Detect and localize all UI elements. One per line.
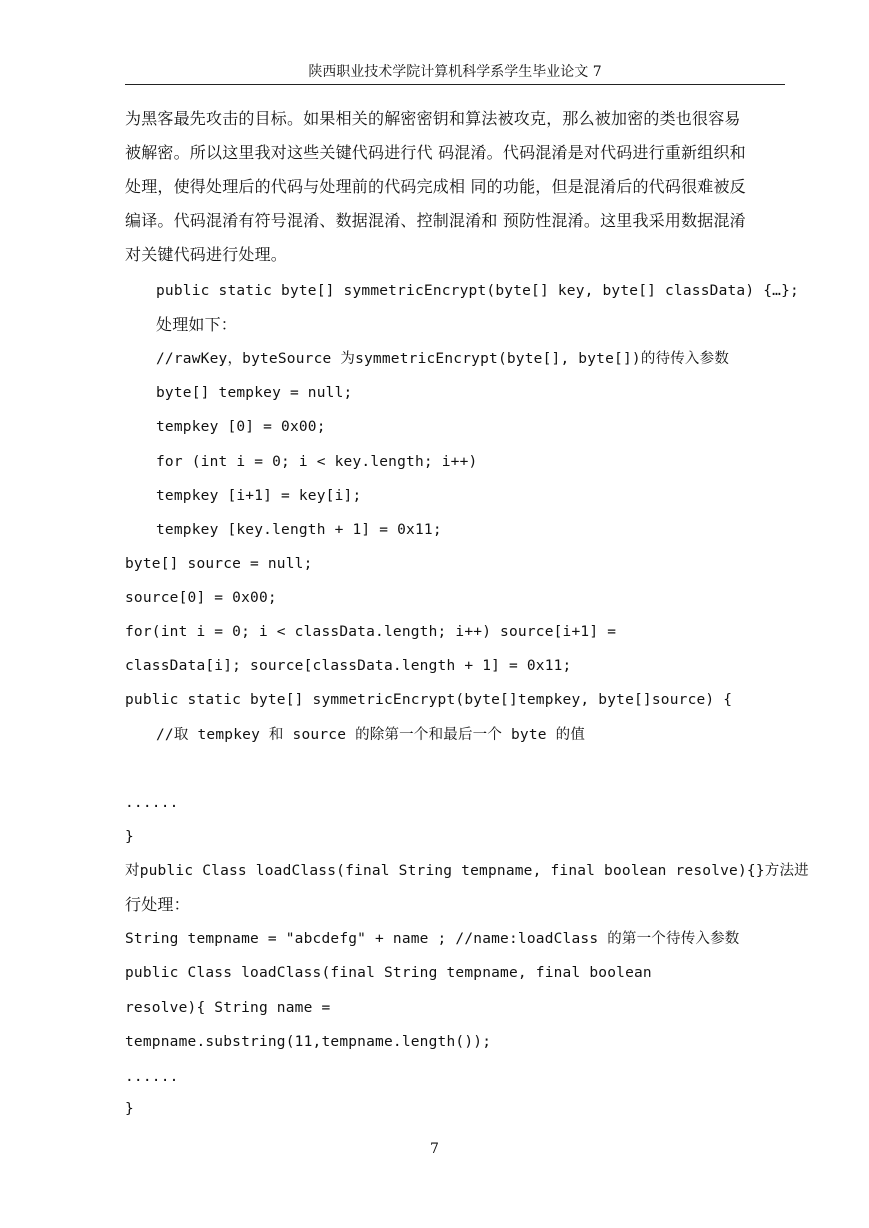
code-ellipsis: ...... <box>125 1069 179 1085</box>
body-paragraph-line: 对关键代码进行处理。 <box>125 245 288 264</box>
body-paragraph-line: 编译。代码混淆有符号混淆、数据混淆、控制混淆和 预防性混淆。这里我采用数据混淆 <box>125 211 746 230</box>
header-divider <box>125 84 785 85</box>
code-line: tempkey [i+1] = key[i]; <box>156 488 362 504</box>
code-line: } <box>125 829 134 845</box>
body-paragraph-line: 被解密。所以这里我对这些关键代码进行代 码混淆。代码混淆是对代码进行重新组织和 <box>125 143 746 162</box>
code-comment: //取 tempkey 和 source 的除第一个和最后一个 byte 的值 <box>156 727 586 743</box>
code-line: tempname.substring(11,tempname.length()); <box>125 1034 492 1050</box>
code-line: for(int i = 0; i < classData.length; i++) source[i+1] = <box>125 624 617 640</box>
code-line: tempkey [key.length + 1] = 0x11; <box>156 522 442 538</box>
code-line: byte[] source = null; <box>125 556 313 572</box>
body-text-line: 行处理： <box>125 895 190 914</box>
page-header: 陕西职业技术学院计算机科学系学生毕业论文 7 <box>308 64 602 80</box>
code-line: String tempname = "abcdefg" + name ; //name:loadClass 的第一个待传入参数 <box>125 931 740 947</box>
code-line: } <box>125 1101 134 1117</box>
code-line: for (int i = 0; i < key.length; i++) <box>156 454 478 470</box>
code-line: public static byte[] symmetricEncrypt(byte[]tempkey, byte[]source) { <box>125 692 733 708</box>
code-line: classData[i]; source[classData.length + 1] = 0x11; <box>125 658 572 674</box>
code-line: source[0] = 0x00; <box>125 590 277 606</box>
code-line: public Class loadClass(final String tempname, final boolean <box>125 965 652 981</box>
code-line: tempkey [0] = 0x00; <box>156 419 326 435</box>
body-paragraph-line: 为黑客最先攻击的目标。如果相关的解密密钥和算法被攻克，那么被加密的类也很容易 <box>125 109 741 128</box>
body-text-line: 处理如下： <box>156 315 238 334</box>
code-line: byte[] tempkey = null; <box>156 385 353 401</box>
page-number: 7 <box>430 1141 439 1157</box>
body-text-line: 对public Class loadClass(final String tempname, final boolean resolve){}方法进 <box>125 863 809 879</box>
code-line: resolve){ String name = <box>125 1000 331 1016</box>
body-paragraph-line: 处理，使得处理后的代码与处理前的代码完成相 同的功能，但是混淆后的代码很难被反 <box>125 177 746 196</box>
code-comment: //rawKey，byteSource 为symmetricEncrypt(byte[], byte[])的待传入参数 <box>156 351 730 367</box>
code-ellipsis: ...... <box>125 795 179 811</box>
code-line: public static byte[] symmetricEncrypt(byte[] key, byte[] classData) {…}; <box>156 283 799 299</box>
